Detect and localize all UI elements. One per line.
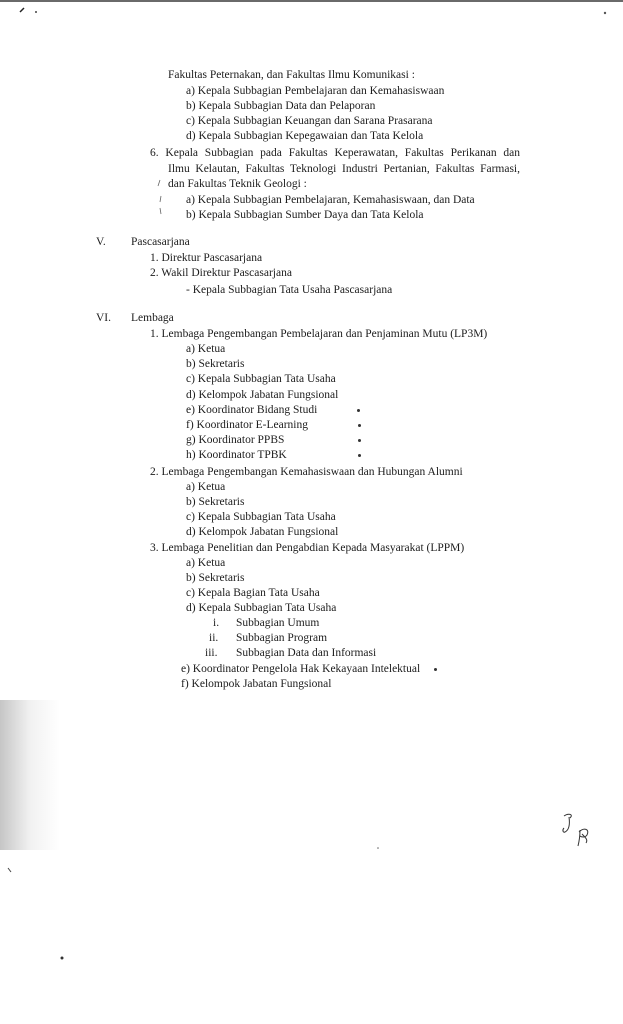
list-item: d) Kelompok Jabatan Fungsional [186,526,339,538]
roman-number: iii. [205,647,218,659]
list-item: 1. Direktur Pascasarjana [150,252,263,264]
section-number: VI. [96,312,112,324]
list-item: e) Koordinator Pengelola Hak Kekayaan Intelektual [181,663,421,675]
list-item: f) Koordinator E-Learning [186,419,308,431]
list-item: d) Kepala Subbagian Tata Usaha [186,602,337,614]
list-item: - Kepala Subbagian Tata Usaha Pascasarjana [186,284,393,296]
list-item: a) Ketua [186,343,226,355]
list-item: d) Kepala Subbagian Kepegawaian dan Tata Kelola [186,130,424,142]
list-item: a) Kepala Subbagian Pembelajaran dan Kemahasiswaan [186,85,445,97]
item-6-line-1: 6. Kepala Subbagian pada Fakultas Keperawatan, Fakultas Perikanan dan [150,147,520,159]
item-6-line-2: Ilmu Kelautan, Fakultas Teknologi Industri Pertanian, Fakultas Farmasi, [168,163,520,175]
list-item: b) Sekretaris [186,358,245,370]
list-item: Subbagian Data dan Informasi [236,647,377,659]
list-item: a) Ketua [186,481,226,493]
institution-heading: 1. Lembaga Pengembangan Pembelajaran dan Penjaminan Mutu (LP3M) [150,328,488,340]
list-item: c) Kepala Subbagian Keuangan dan Sarana Prasarana [186,115,433,127]
list-item: d) Kelompok Jabatan Fungsional [186,389,339,401]
item-6-line-3: dan Fakultas Teknik Geologi : [168,178,307,190]
institution-heading: 3. Lembaga Penelitian dan Pengabdian Kepada Masyarakat (LPPM) [150,542,465,554]
continuation-line: Fakultas Peternakan, dan Fakultas Ilmu Komunikasi : [168,69,415,81]
roman-number: i. [213,617,220,629]
section-number: V. [96,236,106,248]
list-item: e) Koordinator Bidang Studi [186,404,318,416]
list-item: c) Kepala Subbagian Tata Usaha [186,511,336,523]
roman-number: ii. [209,632,219,644]
list-item: g) Koordinator PPBS [186,434,285,446]
list-item: b) Sekretaris [186,496,245,508]
list-item: c) Kepala Subbagian Tata Usaha [186,373,336,385]
list-item: a) Ketua [186,557,226,569]
list-item: h) Koordinator TPBK [186,449,287,461]
institution-heading: 2. Lembaga Pengembangan Kemahasiswaan dan Hubungan Alumni [150,466,463,478]
section-title: Pascasarjana [131,236,190,248]
list-item: Subbagian Umum [236,617,320,629]
list-item: 2. Wakil Direktur Pascasarjana [150,267,292,279]
list-item: f) Kelompok Jabatan Fungsional [181,678,332,690]
list-item: a) Kepala Subbagian Pembelajaran, Kemahasiswaan, dan Data [186,194,475,206]
list-item: c) Kepala Bagian Tata Usaha [186,587,320,599]
list-item: b) Sekretaris [186,572,245,584]
list-item: Subbagian Program [236,632,328,644]
section-title: Lembaga [131,312,174,324]
list-item: b) Kepala Subbagian Sumber Daya dan Tata Kelola [186,209,424,221]
list-item: b) Kepala Subbagian Data dan Pelaporan [186,100,376,112]
